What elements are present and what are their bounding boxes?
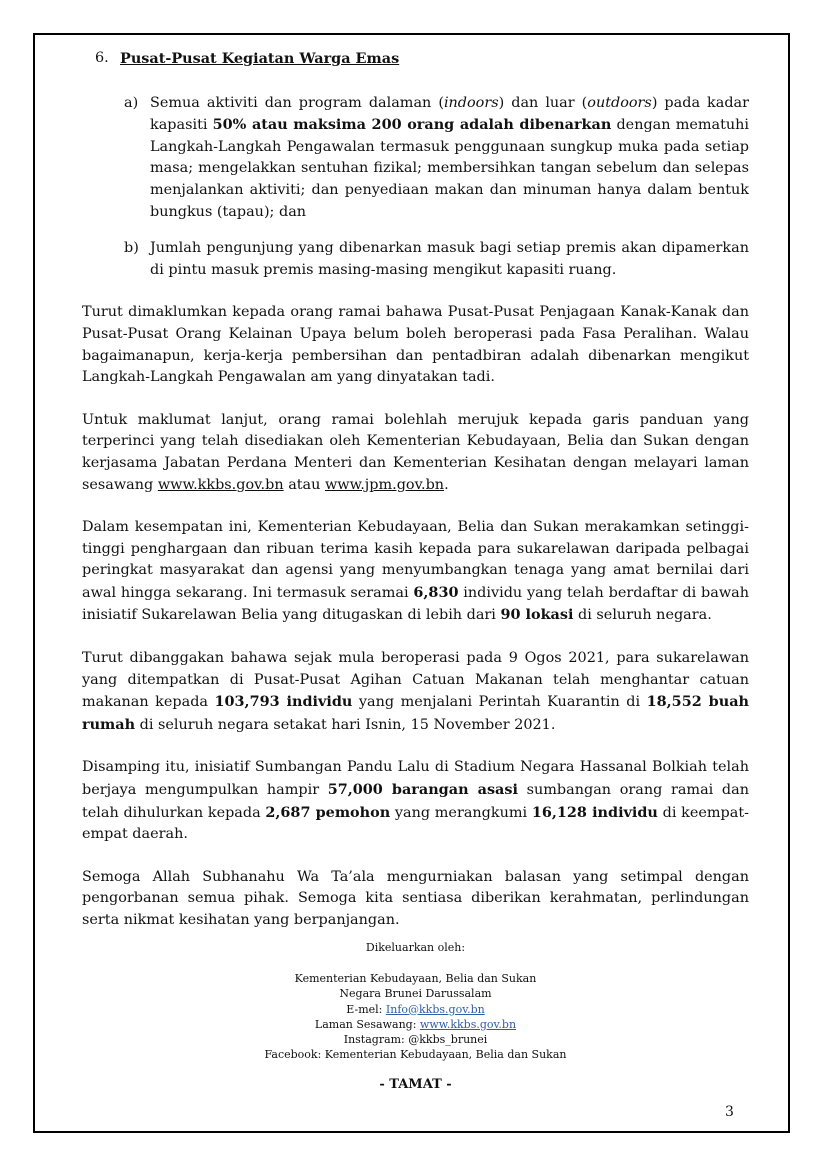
- item-text: Jumlah pengunjung yang dibenarkan masuk bagi setiap premis akan dipamerkan di pintu masuk premis masing-masing mengikut kapasiti ruang.: [150, 240, 749, 278]
- text-run: yang menjalani Perintah Kuarantin di: [352, 694, 647, 711]
- text-run: di seluruh negara.: [573, 607, 712, 624]
- email-label: E-mel:: [346, 1002, 386, 1016]
- website-label: Laman Sesawang:: [314, 1017, 420, 1031]
- paragraph-drive-thru: [82, 757, 749, 845]
- text-run: di keempat-empat daerah.: [82, 804, 749, 843]
- issuer-instagram: Instagram: @kkbs_brunei: [343, 1033, 488, 1047]
- issuer-email: [82, 1002, 749, 1017]
- end-mark: - TAMAT -: [379, 1077, 452, 1092]
- text-run: dengan mematuhi Langkah-Langkah Pengawalan termasuk penggunaan sungkup muka pada setiap masa; mengelakkan sentuhan fizikal; membersihkan tangan sebelum dan selepas menjalankan aktiviti; dan penyediaan makan dan minuman hanya dalam bentuk bungkus (tapau); dan: [150, 117, 750, 220]
- section-title: Pusat-Pusat Kegiatan Warga Emas: [120, 50, 400, 67]
- section-heading: [82, 48, 749, 70]
- link-kkbs[interactable]: www.kkbs.gov.bn: [157, 476, 284, 493]
- text-run: Disamping itu, inisiatif Sumbangan Pandu Lalu di Stadium Negara Hassanal Bolkiah telah berjaya mengumpulkan hampir: [82, 759, 749, 799]
- text-run: ) dan luar (: [498, 94, 588, 111]
- document-body: [82, 48, 749, 932]
- bold-highlight: 16,128 individu: [531, 803, 658, 821]
- bold-highlight: 6,830: [413, 583, 459, 601]
- text-run: individu yang telah berdaftar di bawah inisiatif Sukarelawan Belia yang ditugaskan di lebih dari: [82, 584, 749, 624]
- issuer-block: [82, 940, 749, 1062]
- paragraph-appreciation: [82, 517, 749, 627]
- paragraph-guidelines: [82, 410, 749, 496]
- issuer-website: [82, 1017, 749, 1032]
- issuer-country: Negara Brunei Darussalam: [339, 987, 492, 1001]
- bold-highlight: 18,552 buah rumah: [82, 693, 749, 733]
- item-text: [150, 93, 749, 224]
- text-run: yang merangkumi: [390, 804, 532, 821]
- issuer-header: Dikeluarkan oleh:: [365, 941, 466, 954]
- italic-term: outdoors: [587, 94, 652, 111]
- paragraph-closing-prayer: Semoga Allah Subhanahu Wa Ta’ala mengurniakan balasan yang setimpal dengan pengorbanan semua pihak. Semoga kita sentiasa diberikan kerahmatan, perlindungan serta nikmat kesihatan yang berpanjangan.: [82, 868, 749, 928]
- page-number: 3: [725, 1104, 734, 1120]
- issuer-facebook: Facebook: Kementerian Kebudayaan, Belia dan Sukan: [264, 1048, 567, 1062]
- website-link[interactable]: www.kkbs.gov.bn: [419, 1017, 517, 1031]
- text-run: atau: [283, 476, 325, 493]
- email-link[interactable]: Info@kkbs.gov.bn: [385, 1002, 485, 1016]
- italic-term: indoors: [443, 94, 499, 111]
- text-run: .: [444, 476, 449, 493]
- text-run: Semua aktiviti dan program dalaman (: [150, 94, 444, 111]
- text-run: Untuk maklumat lanjut, orang ramai bolehlah merujuk kepada garis panduan yang terperinci yang telah disediakan oleh Kementerian Kebudayaan, Belia dan Sukan dengan kerjasama Jabatan Perdana Menteri dan Kementerian Kesihatan dengan melayari laman sesawang: [82, 411, 749, 493]
- text-run: sumbangan orang ramai dan telah dihulurkan kepada: [82, 782, 749, 821]
- bold-highlight: 57,000 barangan asasi: [327, 781, 518, 799]
- text-run: Turut dibanggakan bahawa sejak mula beroperasi pada 9 Ogos 2021, para sukarelawan yang ditempatkan di Pusat-Pusat Agihan Catuan Makanan telah menghantar catuan makanan kepada: [82, 650, 749, 711]
- bold-highlight: 90 lokasi: [500, 606, 574, 624]
- bold-highlight: 103,793 individu: [214, 693, 353, 711]
- section-number: 6.: [95, 50, 109, 66]
- list-item: [124, 238, 749, 281]
- text-run: di seluruh negara setakat hari Isnin, 15 November 2021.: [135, 716, 556, 733]
- item-label: b): [124, 240, 139, 257]
- issuer-ministry: Kementerian Kebudayaan, Belia dan Sukan: [294, 972, 537, 986]
- paragraph-food-distribution: [82, 648, 749, 736]
- paragraph-closure-notice: Turut dimaklumkan kepada orang ramai bahawa Pusat-Pusat Penjagaan Kanak-Kanak dan Pusat-Pusat Orang Kelainan Upaya belum boleh beroperasi pada Fasa Peralihan. Walau bagaimanapun, kerja-kerja pembersihan dan pentadbiran adalah dibenarkan mengikut Langkah-Langkah Pengawalan am yang dinyatakan tadi.: [82, 304, 749, 386]
- list-item: [124, 93, 749, 224]
- item-label: a): [124, 94, 139, 111]
- bold-highlight: 2,687 pemohon: [265, 803, 391, 821]
- link-jpm[interactable]: www.jpm.gov.bn: [324, 476, 445, 493]
- text-run: Dalam kesempatan ini, Kementerian Kebudayaan, Belia dan Sukan merakamkan setinggi-tinggi penghargaan dan ribuan terima kasih kepada para sukarelawan daripada pelbagai peringkat masyarakat dan agensi yang menyumbangkan tenaga yang amat bernilai dari awal hingga sekarang. Ini termasuk seramai: [82, 519, 749, 601]
- text-run: ) pada kadar kapasiti: [150, 94, 749, 134]
- bold-highlight: 50% atau maksima 200 orang adalah dibenarkan: [212, 116, 612, 134]
